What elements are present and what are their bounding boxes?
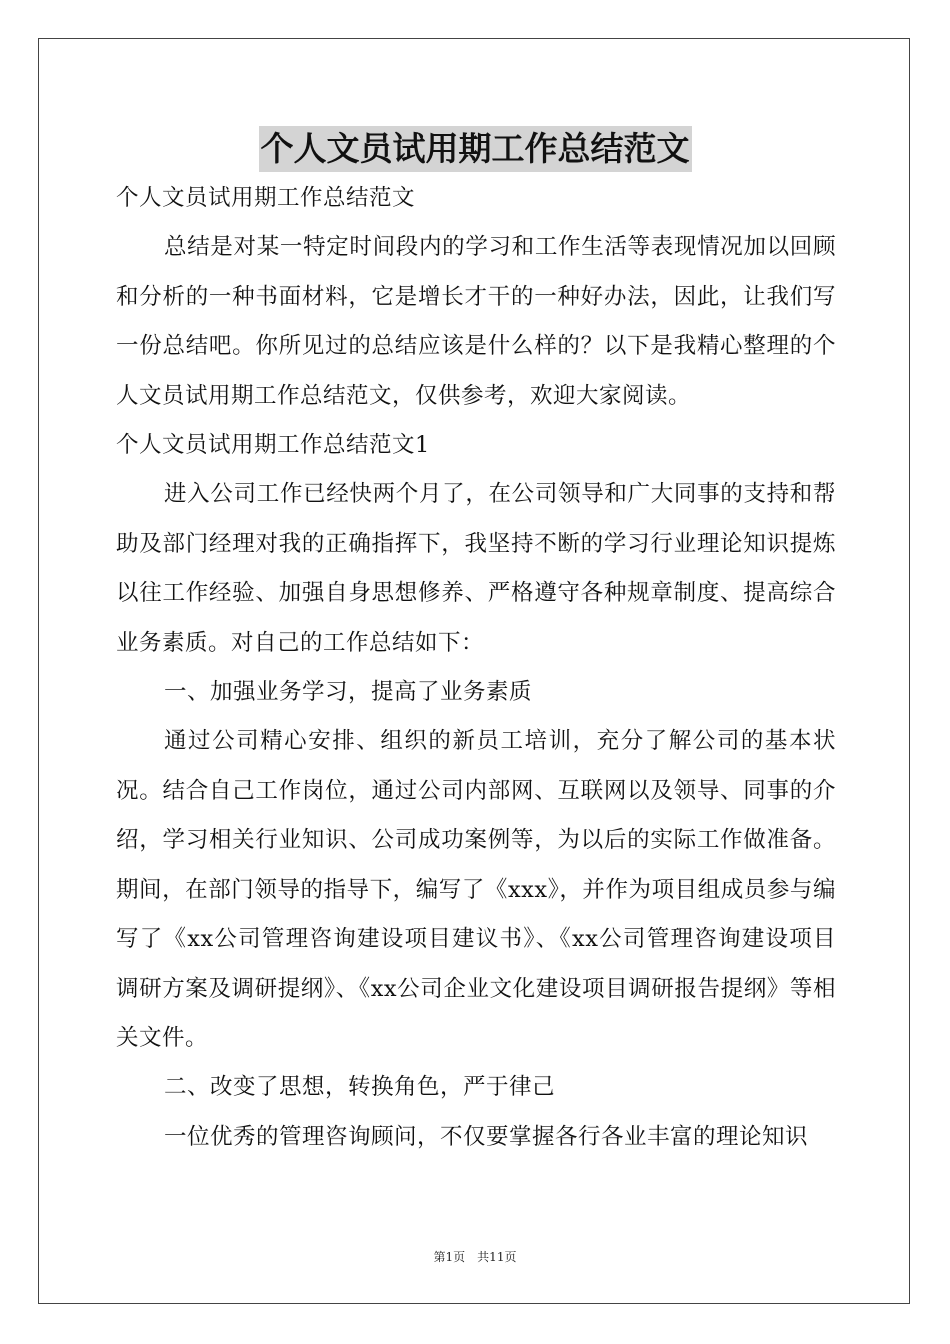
document-body [116,174,836,1162]
paragraph-intro: 总结是对某一特定时间段内的学习和工作生活等表现情况加以回顾和分析的一种书面材料，它是增长才干的一种好办法，因此，让我们写一份总结吧。你所见过的总结应该是什么样的？以下是我精心整理的个人文员试用期工作总结范文，仅供参考，欢迎大家阅读。 [116,234,836,409]
paragraph-body: 进入公司工作已经快两个月了，在公司领导和广大同事的支持和帮助及部门经理对我的正确指挥下，我坚持不断的学习行业理论知识提炼以往工作经验、加强自身思想修养、严格遵守各种规章制度、提高综合业务素质。对自己的工作总结如下： [116,481,836,656]
paragraph-heading: 个人文员试用期工作总结范文 [116,185,416,211]
document-title: 个人文员试用期工作总结范文 [259,126,692,172]
subsection-heading-2: 二、改变了思想，转换角色，严于律己 [164,1074,556,1101]
page-footer [0,1248,950,1265]
title-container [0,126,950,172]
page-number: 第1页 共11页 [433,1250,517,1264]
subsection-heading-1: 一、加强业务学习，提高了业务素质 [164,679,533,706]
section-heading-1: 个人文员试用期工作总结范文1 [116,432,430,459]
paragraph-body: 通过公司精心安排、组织的新员工培训，充分了解公司的基本状况。结合自己工作岗位，通过公司内部网、互联网以及领导、同事的介绍，学习相关行业知识、公司成功案例等，为以后的实际工作做准备。期间，在部门领导的指导下，编写了《xxx》，并作为项目组成员参与编写了《xx公司管理咨询建设项目建议书》、《xx公司管理咨询建设项目调研方案及调研提纲》、《xx公司企业文化建设项目调研报告提纲》等相关文件。 [116,728,836,1051]
paragraph-body: 一位优秀的管理咨询顾问，不仅要掌握各行各业丰富的理论知识 [164,1123,809,1150]
